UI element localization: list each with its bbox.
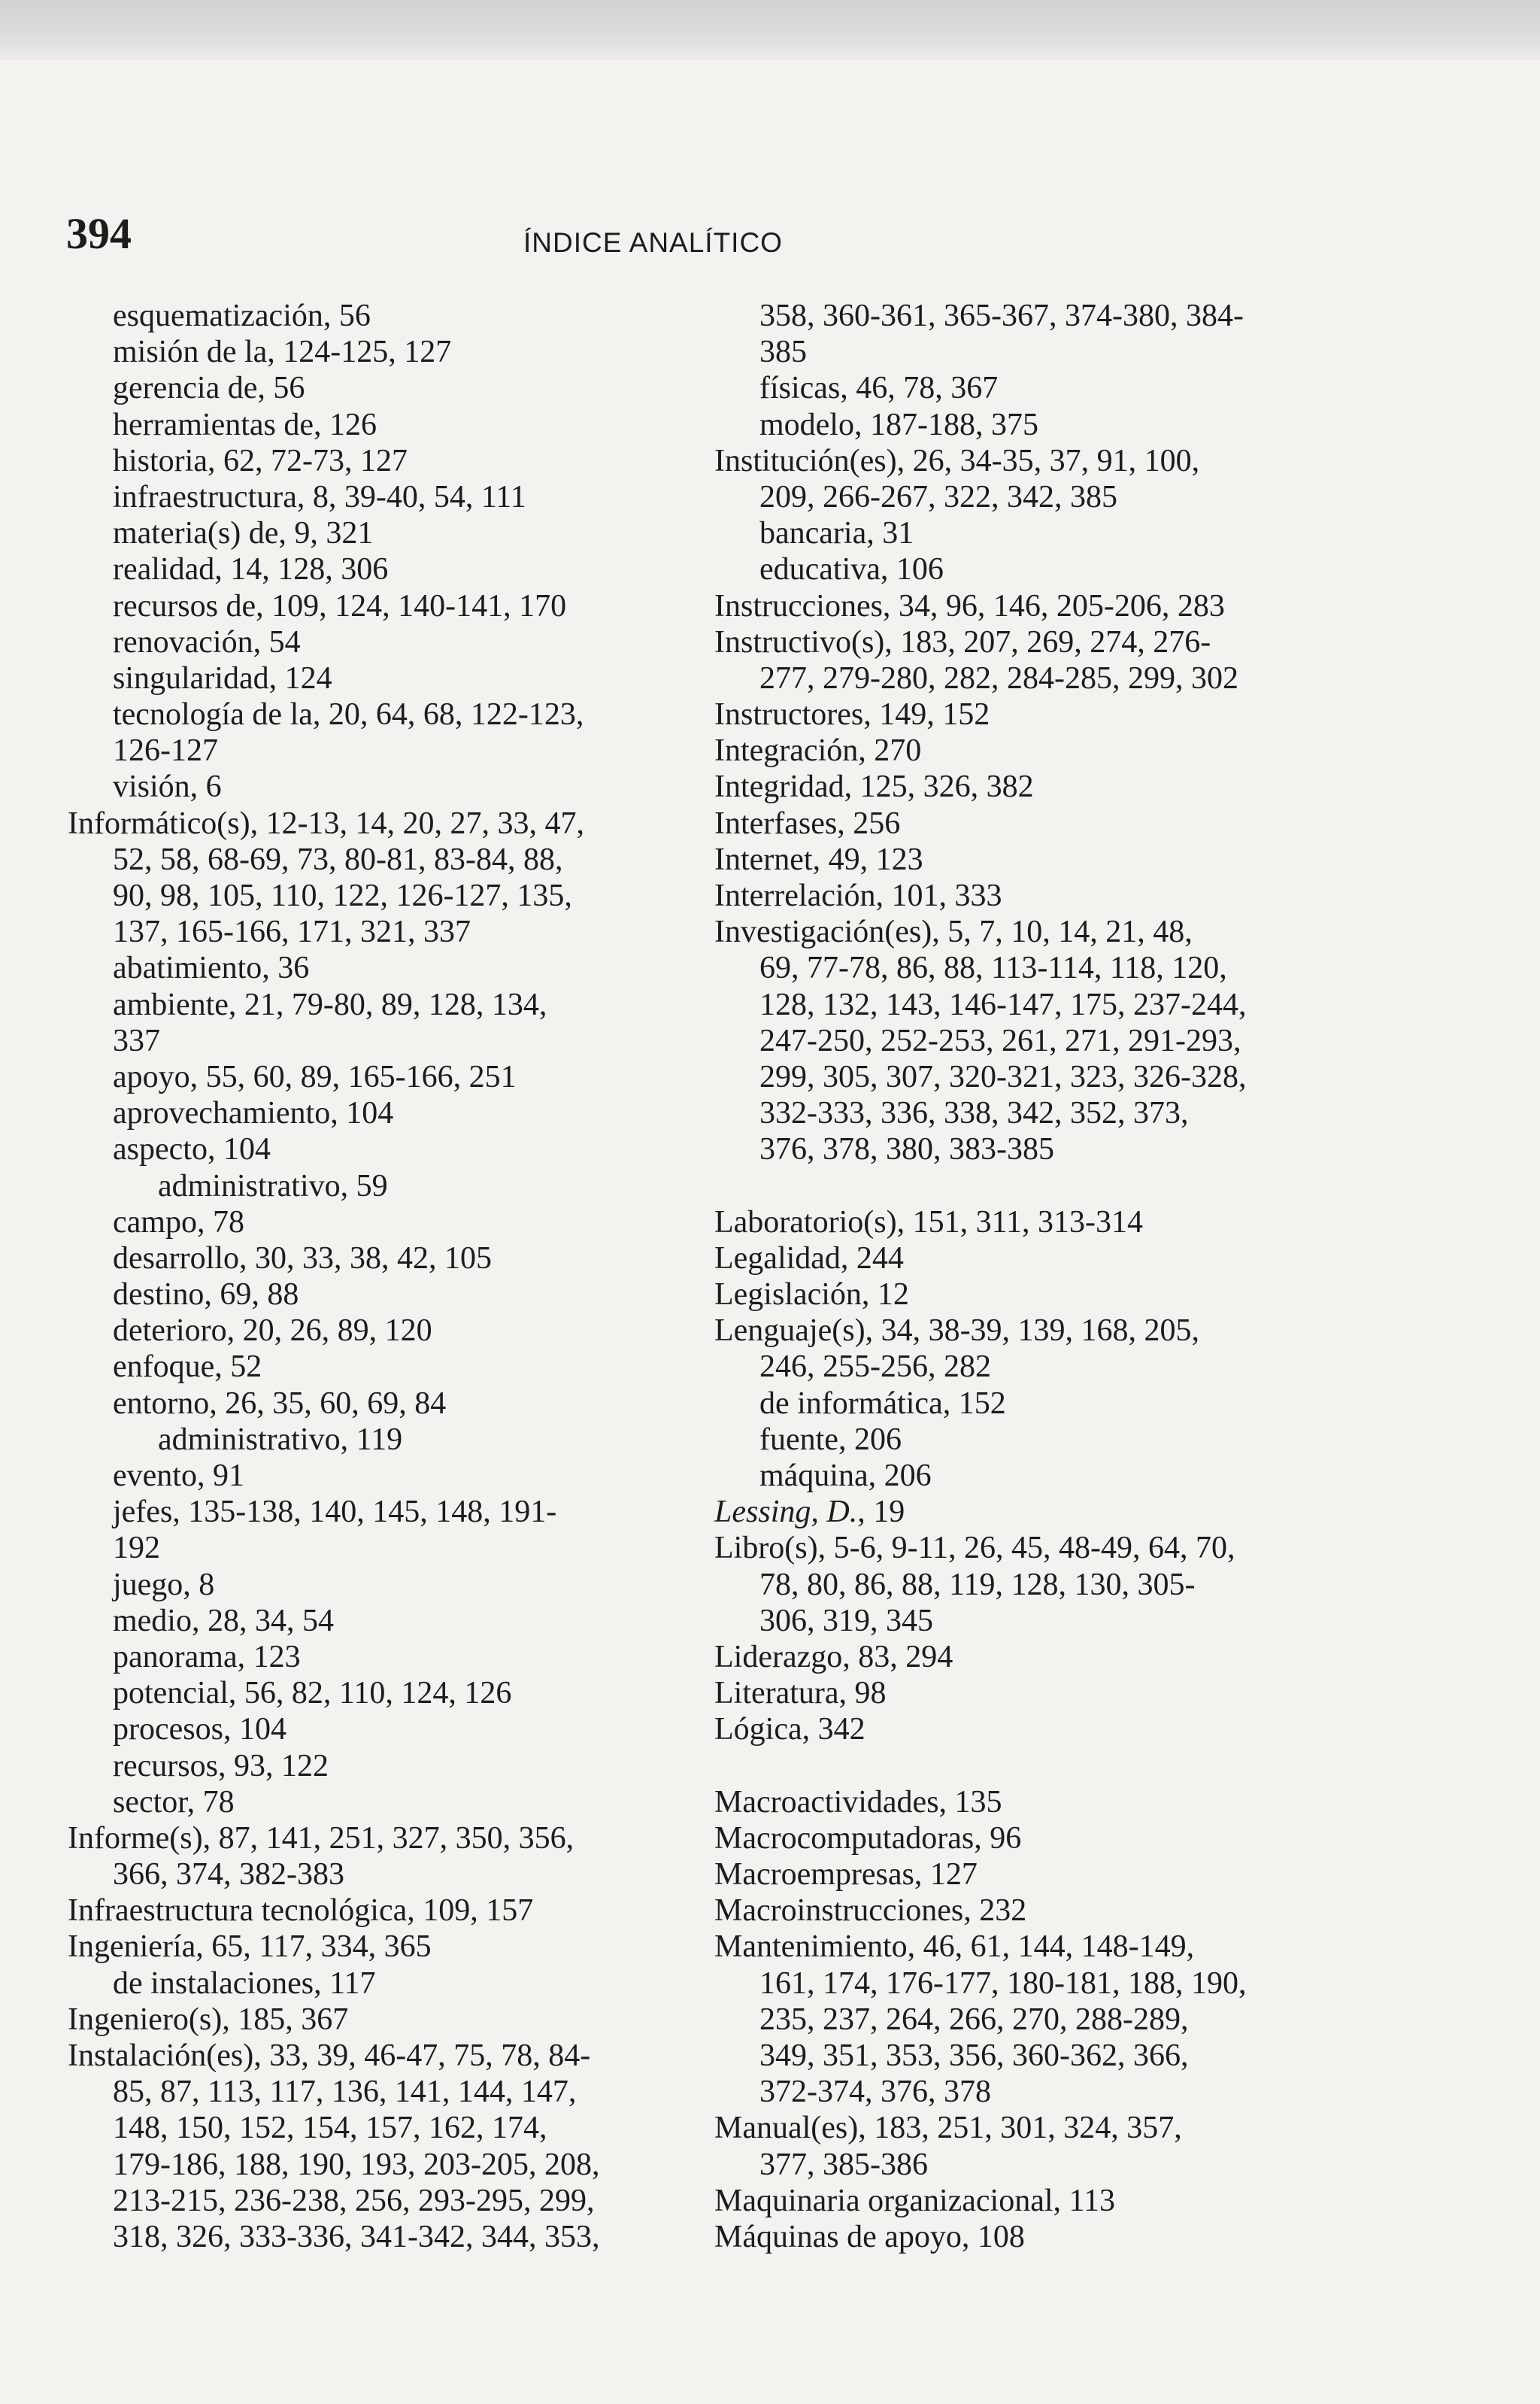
index-subentry <box>68 1494 707 1530</box>
index-subentry <box>68 950 707 986</box>
index-entry-text: 247-250, 252-253, 261, 271, 291-293, <box>759 1023 1241 1058</box>
index-entry-text: físicas, 46, 78, 367 <box>759 371 999 406</box>
index-entry <box>714 1494 1466 1530</box>
index-subentry <box>68 2110 707 2146</box>
running-title: ÍNDICE ANALÍTICO <box>523 227 783 258</box>
index-subentry <box>68 624 707 660</box>
index-entry-text: 128, 132, 143, 146-147, 175, 237-244, <box>759 987 1247 1022</box>
index-entry-text: abatimiento, 36 <box>113 951 310 986</box>
index-entry-text: 306, 319, 345 <box>759 1603 933 1638</box>
index-subentry <box>714 1059 1466 1095</box>
index-entry-text: 69, 77-78, 86, 88, 113-114, 118, 120, <box>759 951 1227 986</box>
index-entry-text: Macroinstrucciones, 232 <box>714 1893 1027 1929</box>
index-subentry <box>68 842 707 878</box>
index-entry <box>68 1820 707 1856</box>
index-entry-text: 137, 165-166, 171, 321, 337 <box>113 915 471 950</box>
index-subentry <box>68 1711 707 1747</box>
index-subentry <box>68 2074 707 2110</box>
index-subentry <box>68 1856 707 1893</box>
index-entry-text: Liderazgo, 83, 294 <box>714 1639 953 1674</box>
index-subentry <box>714 479 1466 515</box>
index-subentry <box>714 2147 1466 2183</box>
index-entry-text: administrativo, 119 <box>158 1422 403 1457</box>
index-subentry <box>714 370 1466 406</box>
index-subentry <box>68 1784 707 1820</box>
index-entry-text: 372-374, 376, 378 <box>759 2075 991 2110</box>
index-entry-text: , 19 <box>857 1495 905 1530</box>
index-subentry <box>68 2219 707 2255</box>
index-subentry <box>68 1965 707 2002</box>
index-entry-text: Investigación(es), 5, 7, 10, 14, 21, 48, <box>714 915 1193 950</box>
index-entry-text: 179-186, 188, 190, 193, 203-205, 208, <box>113 2147 600 2182</box>
index-entry-text: recursos, 93, 122 <box>113 1748 329 1783</box>
index-subentry <box>68 1059 707 1095</box>
index-entry <box>68 2038 707 2074</box>
index-entry-text: evento, 91 <box>113 1458 244 1493</box>
index-subentry <box>714 1095 1466 1131</box>
index-subentry <box>68 515 707 551</box>
index-subentry <box>68 1313 707 1349</box>
index-entry-text: de instalaciones, 117 <box>113 1965 376 2001</box>
index-entry-text: Libro(s), 5-6, 9-11, 26, 45, 48-49, 64, 70, <box>714 1531 1235 1566</box>
index-entry-text: educativa, 106 <box>759 552 944 587</box>
index-entry-text: Infraestructura tecnológica, 109, 157 <box>68 1893 534 1929</box>
index-subentry <box>68 588 707 624</box>
index-entry-text: 90, 98, 105, 110, 122, 126-127, 135, <box>113 879 572 913</box>
index-entry-text: Integridad, 125, 326, 382 <box>714 769 1034 805</box>
index-entry <box>714 1276 1466 1313</box>
index-subentry <box>68 697 707 733</box>
index-entry-text: deterioro, 20, 26, 89, 120 <box>113 1313 432 1349</box>
index-entry-text: 85, 87, 113, 117, 136, 141, 144, 147, <box>113 2075 577 2110</box>
index-subentry <box>714 660 1466 697</box>
index-subentry <box>68 1276 707 1313</box>
index-entry-text: modelo, 187-188, 375 <box>759 407 1038 442</box>
index-subentry <box>714 515 1466 551</box>
index-entry <box>714 588 1466 624</box>
index-subentry <box>714 298 1466 334</box>
index-subentry <box>714 2074 1466 2110</box>
index-subentry <box>68 1386 707 1422</box>
index-subentry <box>68 1095 707 1131</box>
index-subentry <box>68 1131 707 1167</box>
index-entry-text: misión de la, 124-125, 127 <box>113 335 452 370</box>
index-entry-text: 148, 150, 152, 154, 157, 162, 174, <box>113 2111 547 2146</box>
index-entry-text: Manual(es), 183, 251, 301, 324, 357, <box>714 2111 1182 2146</box>
index-entry-text: gerencia de, 56 <box>113 371 305 406</box>
index-entry <box>714 1711 1466 1747</box>
index-entry-text: 52, 58, 68-69, 73, 80-81, 83-84, 88, <box>113 842 563 877</box>
index-entry <box>714 2183 1466 2219</box>
index-entry-text: Lógica, 342 <box>714 1712 865 1747</box>
index-entry <box>68 1929 707 1965</box>
index-subentry <box>68 479 707 515</box>
index-entry <box>714 842 1466 878</box>
index-subentry <box>68 1168 707 1204</box>
index-entry-text: procesos, 104 <box>113 1712 286 1747</box>
index-entry <box>714 1856 1466 1893</box>
index-entry-author: Lessing, D. <box>714 1495 858 1530</box>
index-subentry <box>68 1675 707 1711</box>
index-subentry <box>68 1567 707 1603</box>
index-entry-text: campo, 78 <box>113 1204 244 1240</box>
index-subentry <box>68 1603 707 1639</box>
index-entry <box>714 2219 1466 2255</box>
index-subentry <box>714 407 1466 443</box>
index-entry-text: ambiente, 21, 79-80, 89, 128, 134, <box>113 987 547 1022</box>
index-entry-text: 385 <box>759 335 807 370</box>
index-subentry <box>68 1240 707 1276</box>
index-subentry <box>68 733 707 769</box>
index-entry-text: panorama, 123 <box>113 1639 301 1674</box>
index-entry-text: 299, 305, 307, 320-321, 323, 326-328, <box>759 1059 1247 1094</box>
index-subentry <box>714 2002 1466 2038</box>
index-entry <box>714 1929 1466 1965</box>
index-entry-text: herramientas de, 126 <box>113 407 377 442</box>
index-entry <box>714 443 1466 479</box>
index-subentry <box>714 1458 1466 1494</box>
index-entry-text: Informático(s), 12-13, 14, 20, 27, 33, 47, <box>68 806 585 841</box>
section-gap <box>714 1748 1466 1784</box>
index-subentry <box>714 334 1466 370</box>
index-entry-text: Ingeniería, 65, 117, 334, 365 <box>68 1929 432 1965</box>
index-entry <box>68 1893 707 1929</box>
index-subentry <box>714 551 1466 587</box>
index-subentry <box>68 914 707 950</box>
index-subentry <box>68 1422 707 1458</box>
index-entry-text: Instructores, 149, 152 <box>714 697 990 733</box>
index-entry-text: 126-127 <box>113 733 218 769</box>
index-entry-text: Lenguaje(s), 34, 38-39, 139, 168, 205, <box>714 1313 1200 1349</box>
index-entry-text: materia(s) de, 9, 321 <box>113 516 374 551</box>
index-entry <box>714 1639 1466 1675</box>
index-entry-text: aprovechamiento, 104 <box>113 1096 394 1131</box>
index-entry-text: Instalación(es), 33, 39, 46-47, 75, 78, 84- <box>68 2038 591 2073</box>
index-subentry <box>68 298 707 334</box>
index-subentry <box>714 1422 1466 1458</box>
index-entry <box>714 878 1466 914</box>
index-column-left <box>68 298 707 2255</box>
index-entry-text: Mantenimiento, 46, 61, 144, 148-149, <box>714 1929 1195 1965</box>
index-subentry <box>68 878 707 914</box>
index-entry-text: desarrollo, 30, 33, 38, 42, 105 <box>113 1240 492 1276</box>
index-entry-text: potencial, 56, 82, 110, 124, 126 <box>113 1676 512 1711</box>
index-entry-text: Instructivo(s), 183, 207, 269, 274, 276- <box>714 624 1211 660</box>
index-entry <box>714 1530 1466 1566</box>
index-entry-text: infraestructura, 8, 39-40, 54, 111 <box>113 479 526 514</box>
index-entry <box>714 1240 1466 1276</box>
index-entry-text: Macroactividades, 135 <box>714 1784 1002 1820</box>
index-entry <box>714 1204 1466 1240</box>
index-entry-text: 358, 360-361, 365-367, 374-380, 384- <box>759 299 1244 333</box>
index-entry-text: 161, 174, 176-177, 180-181, 188, 190, <box>759 1965 1247 2001</box>
index-entry-text: renovación, 54 <box>113 624 301 660</box>
index-entry-text: apoyo, 55, 60, 89, 165-166, 251 <box>113 1059 517 1094</box>
index-entry-text: entorno, 26, 35, 60, 69, 84 <box>113 1386 447 1421</box>
index-entry-text: Maquinaria organizacional, 113 <box>714 2183 1115 2218</box>
index-entry-text: Legislación, 12 <box>714 1277 909 1313</box>
index-entry-text: 366, 374, 382-383 <box>113 1857 344 1893</box>
index-entry-text: historia, 62, 72-73, 127 <box>113 443 408 478</box>
index-entry-text: singularidad, 124 <box>113 660 332 696</box>
index-entry-text: Macrocomputadoras, 96 <box>714 1820 1022 1856</box>
index-entry-text: Legalidad, 244 <box>714 1240 904 1276</box>
index-entry-text: Máquinas de apoyo, 108 <box>714 2219 1025 2254</box>
index-subentry <box>714 987 1466 1023</box>
index-subentry <box>714 1131 1466 1167</box>
index-entry-text: 376, 378, 380, 383-385 <box>759 1132 1054 1167</box>
index-subentry <box>68 1458 707 1494</box>
index-entry-text: tecnología de la, 20, 64, 68, 122-123, <box>113 697 584 733</box>
index-entry-text: 78, 80, 86, 88, 119, 128, 130, 305- <box>759 1567 1196 1602</box>
index-entry <box>714 806 1466 842</box>
index-entry-text: 213-215, 236-238, 256, 293-295, 299, <box>113 2183 595 2218</box>
index-subentry <box>714 1603 1466 1639</box>
index-entry <box>714 1313 1466 1349</box>
index-entry-text: jefes, 135-138, 140, 145, 148, 191- <box>113 1495 557 1530</box>
index-subentry <box>68 2147 707 2183</box>
index-entry <box>714 624 1466 660</box>
index-entry-text: enfoque, 52 <box>113 1349 262 1385</box>
index-entry-text: medio, 28, 34, 54 <box>113 1603 334 1638</box>
index-subentry <box>68 334 707 370</box>
index-entry-text: realidad, 14, 128, 306 <box>113 552 389 587</box>
index-entry-text: 235, 237, 264, 266, 270, 288-289, <box>759 2002 1189 2037</box>
index-entry-text: 349, 351, 353, 356, 360-362, 366, <box>759 2038 1189 2073</box>
page-number: 394 <box>66 209 132 258</box>
index-subentry <box>68 1530 707 1566</box>
index-subentry <box>68 660 707 697</box>
index-entry-text: Interfases, 256 <box>714 806 901 841</box>
index-entry-text: visión, 6 <box>113 769 222 805</box>
index-column-right <box>714 298 1466 2255</box>
index-entry <box>714 1675 1466 1711</box>
index-entry <box>714 1784 1466 1820</box>
index-entry-text: Interrelación, 101, 333 <box>714 879 1002 913</box>
index-subentry <box>714 2038 1466 2074</box>
index-subentry <box>68 2183 707 2219</box>
index-entry-text: 192 <box>113 1531 160 1566</box>
index-entry-text: Ingeniero(s), 185, 367 <box>68 2002 349 2037</box>
index-entry-text: bancaria, 31 <box>759 516 914 551</box>
section-gap <box>714 1168 1466 1204</box>
index-entry-text: 377, 385-386 <box>759 2147 928 2182</box>
index-entry-text: 209, 266-267, 322, 342, 385 <box>759 479 1117 514</box>
index-subentry <box>68 1349 707 1385</box>
index-entry-text: Internet, 49, 123 <box>714 842 923 877</box>
index-entry-text: aspecto, 104 <box>113 1132 271 1167</box>
index-entry-text: máquina, 206 <box>759 1458 932 1493</box>
index-subentry <box>68 1639 707 1675</box>
index-entry <box>714 697 1466 733</box>
index-subentry <box>68 1023 707 1059</box>
index-entry-text: 337 <box>113 1023 160 1058</box>
index-entry-text: 332-333, 336, 338, 342, 352, 373, <box>759 1096 1189 1131</box>
index-entry-text: Laboratorio(s), 151, 311, 313-314 <box>714 1204 1143 1240</box>
index-subentry <box>68 1204 707 1240</box>
index-entry-text: Institución(es), 26, 34-35, 37, 91, 100, <box>714 443 1200 478</box>
scan-top-strip <box>0 0 1540 60</box>
index-entry-text: administrativo, 59 <box>158 1168 388 1204</box>
index-subentry <box>68 987 707 1023</box>
index-entry <box>714 1893 1466 1929</box>
index-entry-text: Macroempresas, 127 <box>714 1857 978 1893</box>
index-entry-text: Informe(s), 87, 141, 251, 327, 350, 356, <box>68 1820 574 1856</box>
index-subentry <box>714 1349 1466 1385</box>
index-entry <box>68 806 707 842</box>
index-entry-text: 318, 326, 333-336, 341-342, 344, 353, <box>113 2219 600 2254</box>
index-entry <box>714 1820 1466 1856</box>
index-subentry <box>68 370 707 406</box>
index-subentry <box>68 551 707 587</box>
index-entry-text: fuente, 206 <box>759 1422 902 1457</box>
index-entry-text: de informática, 152 <box>759 1386 1006 1421</box>
index-subentry <box>68 1748 707 1784</box>
index-subentry <box>714 1386 1466 1422</box>
index-subentry <box>714 950 1466 986</box>
index-entry <box>714 914 1466 950</box>
index-subentry <box>714 1567 1466 1603</box>
index-entry-text: esquematización, 56 <box>113 299 371 333</box>
index-entry-text: 277, 279-280, 282, 284-285, 299, 302 <box>759 660 1238 696</box>
index-subentry <box>714 1965 1466 2002</box>
index-entry <box>714 2110 1466 2146</box>
index-subentry <box>68 443 707 479</box>
index-entry-text: Integración, 270 <box>714 733 922 769</box>
index-entry-text: juego, 8 <box>113 1567 215 1602</box>
index-subentry <box>68 407 707 443</box>
index-entry-text: destino, 69, 88 <box>113 1277 299 1313</box>
index-entry-text: recursos de, 109, 124, 140-141, 170 <box>113 588 567 624</box>
index-entry-text: Literatura, 98 <box>714 1676 887 1711</box>
index-subentry <box>714 1023 1466 1059</box>
index-subentry <box>68 769 707 805</box>
index-entry <box>714 769 1466 805</box>
index-entry-text: sector, 78 <box>113 1784 235 1820</box>
index-entry-text: Instrucciones, 34, 96, 146, 205-206, 283 <box>714 588 1225 624</box>
index-entry <box>714 733 1466 769</box>
index-entry <box>68 2002 707 2038</box>
index-entry-text: 246, 255-256, 282 <box>759 1349 991 1385</box>
